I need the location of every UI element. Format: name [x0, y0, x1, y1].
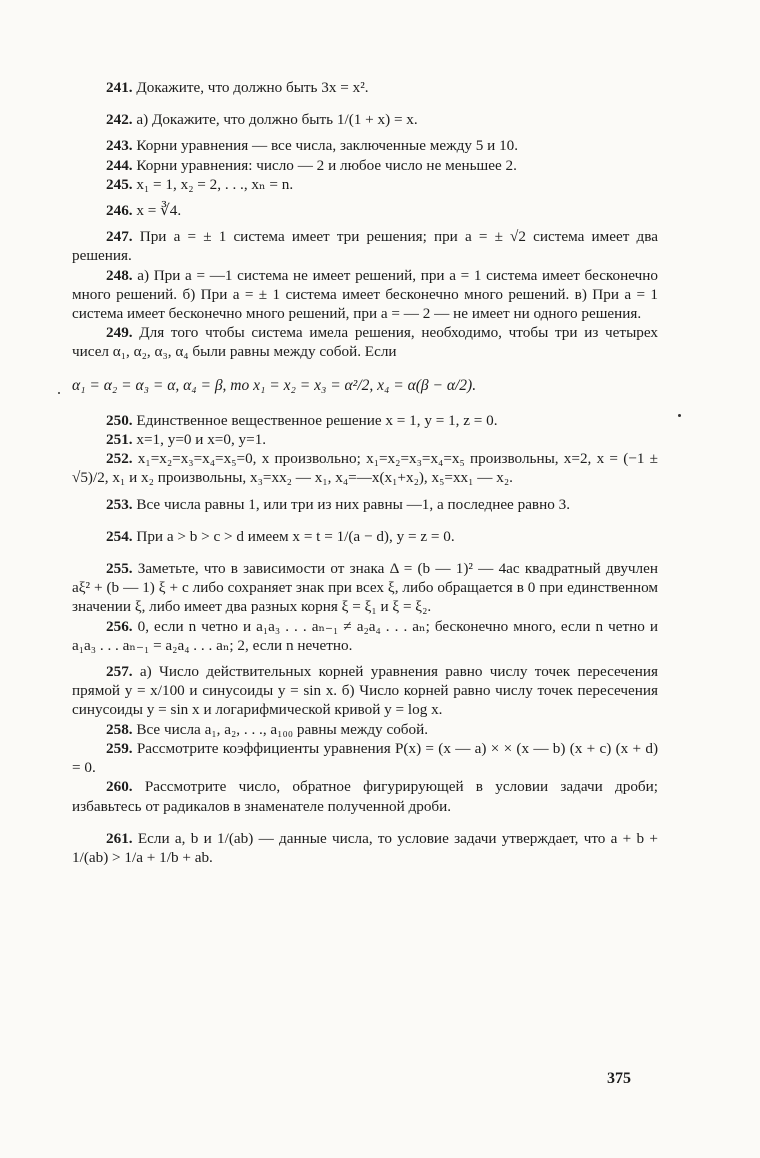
- answer-246: 246. x = ∛4.: [106, 202, 182, 220]
- answer-248: 248. а) При a = —1 система не имеет решений, при a = 1 система имеет бесконечно много решений. б) При a = ± 1 система имеет бесконечно много решений. в) При a = 1 система имеет бесконечно много решений, при a = — 2 — не имеет ни одного решения.: [72, 266, 658, 323]
- print-speck: [58, 392, 60, 394]
- answer-256: 256. 0, если n четно и a₁a₃ . . . aₙ₋₁ ≠ a₂a₄ . . . aₙ; бесконечно много, если n четно и a₁a₃ . . . aₙ₋₁ = a₂a₄ . . . aₙ; 2, если n нечетно.: [72, 617, 658, 654]
- answer-259: 259. Рассмотрите коэффициенты уравнения P(x) = (x — a) × × (x — b) (x + c) (x + d) = 0.: [72, 739, 658, 777]
- answer-242: 242. а) Докажите, что должно быть 1/(1 + x) = x.: [106, 111, 418, 129]
- answer-241: 241. Докажите, что должно быть 3x = x².: [106, 79, 369, 96]
- answer-244: 244. Корни уравнения: число — 2 и любое число не меньшее 2.: [106, 156, 517, 174]
- answer-253: 253. Все числа равны 1, или три из них равны —1, а последнее равно 3.: [106, 495, 571, 513]
- answer-245: 245. x₁ = 1, x₂ = 2, . . ., xₙ = n.: [106, 175, 294, 193]
- answer-255: 255. Заметьте, что в зависимости от знака Δ = (b — 1)² — 4ac квадратный двучлен aξ² + (b — 1) ξ + c либо сохраняет знак при всех ξ, либо обращается в 0 при единственном значении ξ, либо имеет два разных корня ξ = ξ₁ и ξ = ξ₂.: [72, 560, 658, 616]
- answers-text: [72, 78, 658, 867]
- answer-254: 254. При a > b > c > d имеем x = t = 1/(a − d), y = z = 0.: [106, 527, 455, 545]
- answer-251: 251. x=1, y=0 и x=0, y=1.: [106, 431, 267, 449]
- answer-243: 243. Корни уравнения — все числа, заключенные между 5 и 10.: [106, 137, 519, 155]
- answer-260: 260. Рассмотрите число, обратное фигурирующей в условии задачи дроби; избавьтесь от радикалов в знаменателе полученной дроби.: [72, 778, 658, 815]
- answer-249: 249. Для того чтобы система имела решения, необходимо, чтобы три из четырех чисел α₁, α₂, α₃, α₄ были равны между собой. Если: [72, 324, 658, 361]
- answer-258: 258. Все числа a₁, a₂, . . ., a₁₀₀ равны между собой.: [106, 720, 429, 738]
- formula-249: α₁ = α₂ = α₃ = α, α₄ = β, то x₁ = x₂ = x₃ = α²/2, x₄ = α(β − α/2).: [72, 376, 477, 394]
- answer-252: 252. x₁=x₂=x₃=x₄=x₅=0, x произвольно; x₁=x₂=x₃=x₄=x₅ произвольны, x=2, x = (−1 ± √5)/2, x₁ и x₂ произвольны, x₃=xx₂ — x₁, x₄=—x(x₁+x₂), x₅=xx₁ — x₂.: [72, 450, 658, 487]
- answer-247: 247. При a = ± 1 система имеет три решения; при a = ± √2 система имеет два решения.: [72, 228, 658, 265]
- answer-257: 257. а) Число действительных корней уравнения равно числу точек пересечения прямой y = x/100 и синусоиды y = sin x. б) Число корней равно числу точек пересечения синусоиды y = sin x и логарифмической кривой y = log x.: [72, 663, 658, 719]
- print-speck: [678, 414, 681, 417]
- answer-261: 261. Если a, b и 1/(ab) — данные числа, то условие задачи утверждает, что a + b + 1/(ab) > 1/a + 1/b + ab.: [72, 829, 658, 866]
- answer-250: 250. Единственное вещественное решение x = 1, y = 1, z = 0.: [106, 411, 498, 429]
- page-number: 375: [607, 1070, 631, 1087]
